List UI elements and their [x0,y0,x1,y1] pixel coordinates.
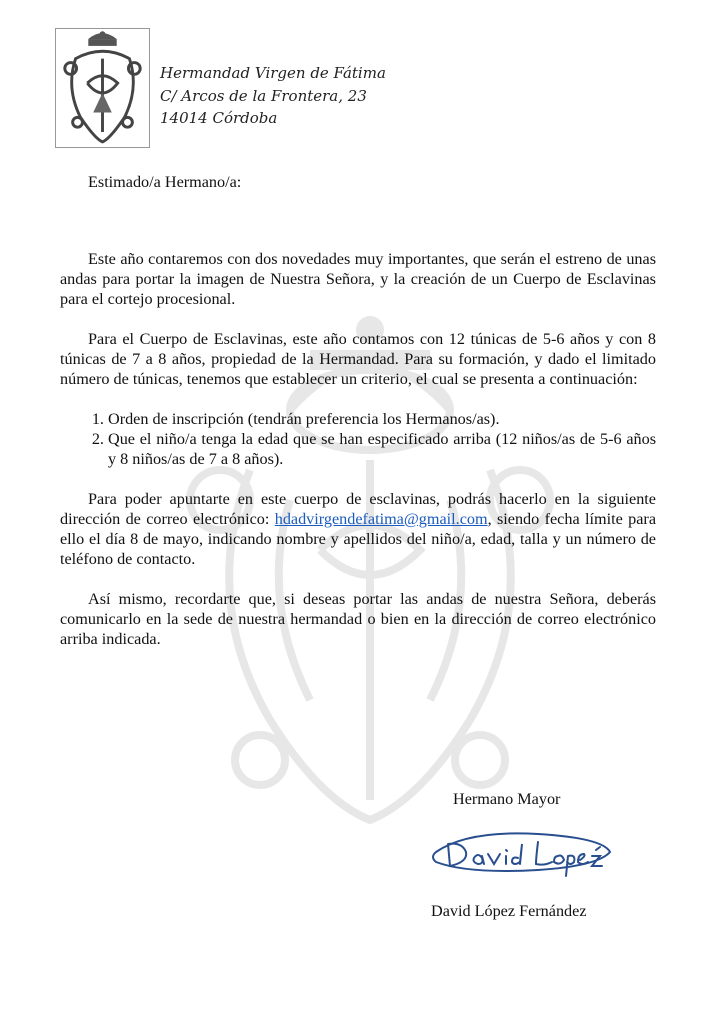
address-line-organization: Hermandad Virgen de Fátima [160,64,386,82]
criteria-item: 1. Orden de inscripción (tendrán preferencia los Hermanos/as). [108,409,656,429]
registration-text-after: , siendo fecha límite para ello el día 8 de mayo, indicando nombre y apellidos del niño/a, edad, talla y un número de teléfono de contacto. [60,510,656,568]
criteria-item: 2. Que el niño/a tenga la edad que se han especificado arriba (12 niños/as de 5-6 años y 8 niños/as de 7 a 8 años). [108,429,656,469]
paragraph-andas: Así mismo, recordarte que, si deseas portar las andas de nuestra Señora, deberás comunicarlo en la sede de nuestra hermandad o bien en la dirección de correo electrónico arriba indicada. [60,590,656,648]
criteria-list [60,409,656,469]
header-address [160,62,386,130]
paragraph-announcement: Este año contaremos con dos novedades muy importantes, que serán el estreno de unas andas para portar la imagen de Nuestra Señora, y la creación de un Cuerpo de Esclavinas para el cortejo procesional. [60,250,656,308]
signature-title: Hermano Mayor [453,790,561,808]
paragraph-registration [60,489,656,569]
paragraph-esclavinas: Para el Cuerpo de Esclavinas, este año contamos con 12 túnicas de 5-6 años y con 8 túnicas de 7 a 8 años, propiedad de la Hermandad. Para su formación, y dado el limitado número de túnicas, tenemos que establecer un criterio, el cual se presenta a continuación: [60,330,656,388]
address-line-city: 14014 Córdoba [160,109,278,127]
brotherhood-crest-icon [56,29,149,147]
handwritten-signature [428,822,618,882]
letter-body [60,172,656,649]
brotherhood-logo [55,28,150,148]
greeting: Estimado/a Hermano/a: [88,173,242,191]
signature-name: David López Fernández [431,902,587,920]
address-line-street: C/ Arcos de la Frontera, 23 [160,86,367,105]
registration-text-before: Para poder apuntarte en este cuerpo de esclavinas, podrás hacerlo en la siguiente dirección de correo electrónico: [60,490,656,528]
email-link[interactable]: hdadvirgendefatima@gmail.com [274,510,488,528]
